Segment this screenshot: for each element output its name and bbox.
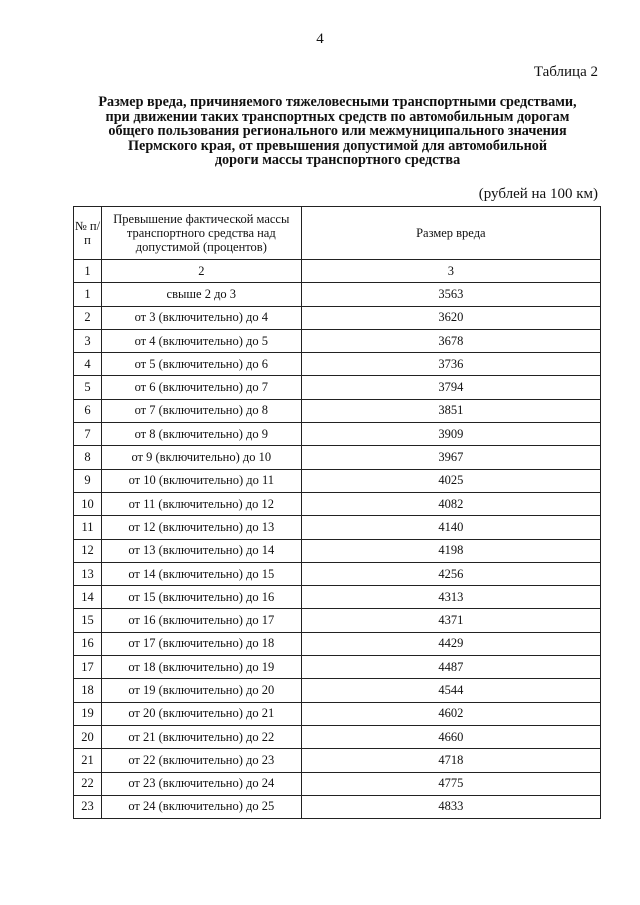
row-number: 20 (74, 725, 102, 748)
row-range: от 9 (включительно) до 10 (101, 446, 301, 469)
row-value: 3620 (301, 306, 600, 329)
row-range: от 17 (включительно) до 18 (101, 632, 301, 655)
row-value: 4025 (301, 469, 600, 492)
row-value: 4198 (301, 539, 600, 562)
table-row (74, 609, 601, 632)
table-row (74, 399, 601, 422)
table-row (74, 702, 601, 725)
row-range: от 18 (включительно) до 19 (101, 656, 301, 679)
row-number: 8 (74, 446, 102, 469)
row-value: 3563 (301, 283, 600, 306)
row-range: от 23 (включительно) до 24 (101, 772, 301, 795)
header-number: № п/п (74, 207, 102, 260)
row-range: от 6 (включительно) до 7 (101, 376, 301, 399)
column-numbers-row (74, 260, 601, 283)
document-title (74, 95, 601, 168)
row-range: от 20 (включительно) до 21 (101, 702, 301, 725)
row-range: от 13 (включительно) до 14 (101, 539, 301, 562)
row-range: от 21 (включительно) до 22 (101, 725, 301, 748)
row-range: от 16 (включительно) до 17 (101, 609, 301, 632)
row-value: 4371 (301, 609, 600, 632)
table-row (74, 725, 601, 748)
row-number: 12 (74, 539, 102, 562)
row-range: от 19 (включительно) до 20 (101, 679, 301, 702)
table-row (74, 353, 601, 376)
row-number: 13 (74, 562, 102, 585)
table-row (74, 329, 601, 352)
column-number: 3 (301, 260, 600, 283)
table-row (74, 795, 601, 818)
row-number: 22 (74, 772, 102, 795)
column-number: 1 (74, 260, 102, 283)
row-number: 16 (74, 632, 102, 655)
row-value: 4140 (301, 516, 600, 539)
row-number: 10 (74, 492, 102, 515)
row-range: от 12 (включительно) до 13 (101, 516, 301, 539)
table-row (74, 469, 601, 492)
row-value: 3967 (301, 446, 600, 469)
table-row (74, 632, 601, 655)
row-number: 15 (74, 609, 102, 632)
row-range: от 11 (включительно) до 12 (101, 492, 301, 515)
row-range: свыше 2 до 3 (101, 283, 301, 306)
row-value: 4602 (301, 702, 600, 725)
table-row (74, 446, 601, 469)
row-range: от 22 (включительно) до 23 (101, 749, 301, 772)
header-harm: Размер вреда (301, 207, 600, 260)
row-value: 4833 (301, 795, 600, 818)
table-row (74, 656, 601, 679)
title-line: Размер вреда, причиняемого тяжеловесными транспортными средствами, (98, 94, 577, 110)
table-row (74, 586, 601, 609)
table-row (74, 283, 601, 306)
row-range: от 14 (включительно) до 15 (101, 562, 301, 585)
table-row (74, 679, 601, 702)
row-number: 6 (74, 399, 102, 422)
table-row (74, 492, 601, 515)
row-number: 5 (74, 376, 102, 399)
row-value: 4660 (301, 725, 600, 748)
row-number: 4 (74, 353, 102, 376)
row-range: от 7 (включительно) до 8 (101, 399, 301, 422)
row-number: 11 (74, 516, 102, 539)
row-range: от 24 (включительно) до 25 (101, 795, 301, 818)
row-value: 4775 (301, 772, 600, 795)
row-value: 4082 (301, 492, 600, 515)
row-value: 4487 (301, 656, 600, 679)
row-value: 3909 (301, 423, 600, 446)
row-number: 19 (74, 702, 102, 725)
row-number: 14 (74, 586, 102, 609)
row-range: от 4 (включительно) до 5 (101, 329, 301, 352)
header-excess: Превышение фактической массы транспортного средства над допустимой (процентов) (101, 207, 301, 260)
table-row (74, 516, 601, 539)
title-line: при движении таких транспортных средств по автомобильным дорогам (105, 108, 570, 125)
row-range: от 15 (включительно) до 16 (101, 586, 301, 609)
page-number: 4 (316, 31, 324, 47)
row-number: 17 (74, 656, 102, 679)
table-row (74, 749, 601, 772)
row-value: 4256 (301, 562, 600, 585)
row-value: 4544 (301, 679, 600, 702)
row-number: 21 (74, 749, 102, 772)
row-value: 4718 (301, 749, 600, 772)
units-note: (рублей на 100 км) (478, 186, 598, 202)
column-number: 2 (101, 260, 301, 283)
row-number: 7 (74, 423, 102, 446)
row-value: 3851 (301, 399, 600, 422)
title-line: Пермского края, от превышения допустимой для автомобильной (127, 137, 548, 154)
row-value: 3736 (301, 353, 600, 376)
table-row (74, 423, 601, 446)
row-range: от 8 (включительно) до 9 (101, 423, 301, 446)
row-number: 18 (74, 679, 102, 702)
row-number: 9 (74, 469, 102, 492)
row-number: 1 (74, 283, 102, 306)
row-value: 3678 (301, 329, 600, 352)
row-number: 2 (74, 306, 102, 329)
title-line: дороги массы транспортного средства (214, 152, 461, 169)
row-value: 4429 (301, 632, 600, 655)
table-row (74, 539, 601, 562)
title-line: общего пользования регионального или межмуниципального значения (108, 123, 567, 140)
table-row (74, 772, 601, 795)
table-row (74, 376, 601, 399)
row-value: 3794 (301, 376, 600, 399)
row-number: 23 (74, 795, 102, 818)
row-number: 3 (74, 329, 102, 352)
row-range: от 10 (включительно) до 11 (101, 469, 301, 492)
table-row (74, 306, 601, 329)
table-row (74, 562, 601, 585)
table-label: Таблица 2 (533, 64, 598, 80)
harm-table (73, 206, 601, 819)
table-header-row (74, 207, 601, 260)
row-range: от 3 (включительно) до 4 (101, 306, 301, 329)
row-range: от 5 (включительно) до 6 (101, 353, 301, 376)
row-value: 4313 (301, 586, 600, 609)
